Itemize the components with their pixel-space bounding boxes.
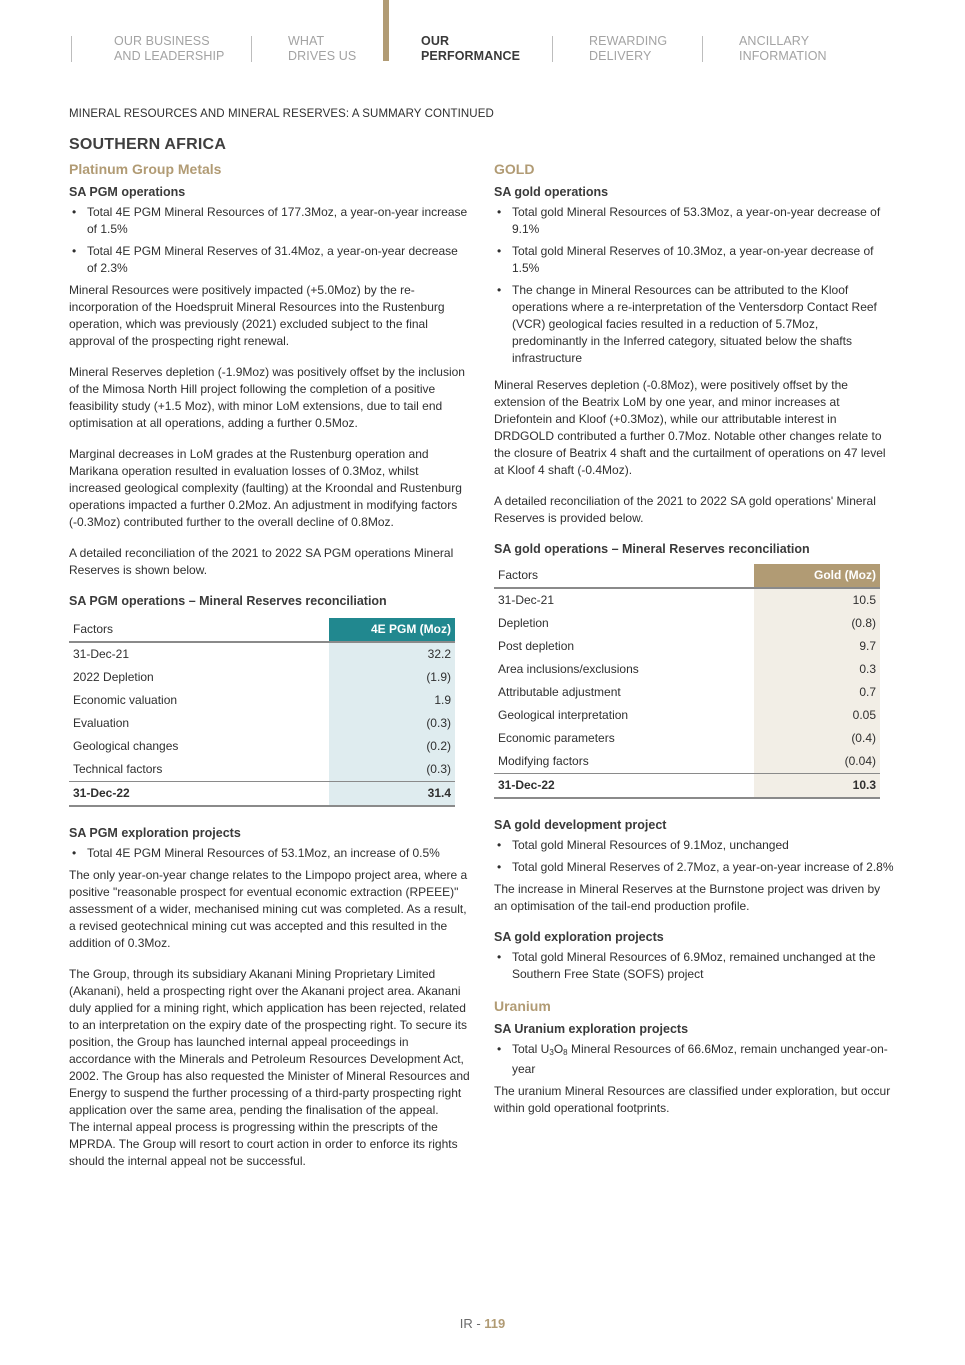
uranium-heading: Uranium (494, 998, 551, 1014)
table-cell: Geological changes (73, 739, 179, 753)
nav-label-line1: REWARDING (589, 34, 668, 48)
table-cell: 32.2 (329, 642, 455, 666)
table-row (494, 612, 880, 635)
paragraph: Mineral Reserves depletion (-1.9Moz) was positively offset by the inclusion of the Mimosa North Hill project following the completion of a positive feasibility study (+1.5 Moz), with minor LoM extensions, due to tail end optimisation at all operations, adding a further 0.5Moz. (69, 365, 465, 430)
page-footer (0, 1316, 965, 1331)
table-row (69, 642, 455, 666)
top-navigation (0, 0, 965, 75)
paragraph: Mineral Reserves depletion (-0.8Moz), were positively offset by the extension of the Beatrix LoM by one year, and minor increases at Driefontein and Kloof (+0.3Moz), while our attributable interest in DRDGOLD contributed a further 0.7Moz. Notable other changes relate to the closure of Beatrix 4 shaft and the curtailment of operations on 47 level at Kloof 4 shaft (-0.4Moz). (494, 378, 886, 477)
running-head: MINERAL RESOURCES AND MINERAL RESERVES: A SUMMARY CONTINUED (69, 108, 494, 120)
table-row (494, 727, 880, 750)
table-row (494, 681, 880, 704)
paragraph: Marginal decreases in LoM grades at the Rustenburg operation and Marikana operation resulted in evaluation losses of 0.3Moz, whilst increased geological complexity (faulting) at the Kroondal and Rustenburg operations impacted a further 0.2Moz. An adjustment in modifying factors (-0.3Moz) contributed further to the overall decline of 0.8Moz. (69, 447, 462, 529)
pgm-reconciliation-table (69, 618, 455, 807)
table-cell: 0.3 (754, 658, 880, 681)
table-cell: 2022 Depletion (73, 670, 154, 684)
gold-exploration-bullets (494, 949, 896, 983)
column-header: Gold (Moz) (754, 564, 880, 588)
uranium-exploration-heading: SA Uranium exploration projects (494, 1022, 689, 1036)
table-header-row (494, 564, 880, 588)
paragraph: The only year-on-year change relates to the Limpopo project area, where a positive "reasonable prospect for eventual economic extraction (RPEEE)" assessment of a wider, mechanised mining cut was completed. As a result, a revised geotechnical mining cut was accepted and this resulted in the addition of 0.3Moz. (69, 868, 468, 950)
table-cell: Area inclusions/exclusions (498, 662, 639, 676)
table-cell: Geological interpretation (498, 708, 629, 722)
list-item: • Total gold Mineral Reserves of 10.3Moz, a year-on-year decrease of 1.5% (494, 243, 896, 277)
nav-item-what-drives-us[interactable] (288, 34, 356, 64)
table-cell: Depletion (498, 616, 549, 630)
list-item: • Total gold Mineral Reserves of 2.7Moz, a year-on-year increase of 2.8% (494, 859, 896, 876)
nav-label-line1: OUR (421, 34, 450, 48)
gold-exploration-heading: SA gold exploration projects (494, 930, 664, 944)
table-cell: (0.04) (754, 750, 880, 774)
nav-divider (251, 36, 252, 62)
nav-label-line1: OUR BUSINESS (114, 34, 210, 48)
page-number: 119 (484, 1316, 506, 1331)
list-item: • Total gold Mineral Resources of 6.9Moz, remained unchanged at the Southern Free State (SOFS) project (494, 949, 896, 983)
table-row (69, 666, 455, 689)
list-item: • Total 4E PGM Mineral Resources of 53.1Moz, an increase of 0.5% (69, 845, 471, 862)
table-cell: 9.7 (754, 635, 880, 658)
table-row (69, 758, 455, 782)
subscript: 8 (563, 1048, 568, 1057)
table-cell: 0.7 (754, 681, 880, 704)
nav-item-ancillary-information[interactable] (739, 34, 827, 64)
pgm-table-title: SA PGM operations – Mineral Reserves reconciliation (69, 594, 387, 608)
section-title: SOUTHERN AFRICA (69, 136, 227, 153)
table-cell: 31-Dec-22 (498, 778, 555, 792)
list-item: • Total gold Mineral Resources of 53.3Moz, a year-on-year decrease of 9.1% (494, 204, 896, 238)
table-total-row (69, 782, 455, 807)
table-cell: (0.3) (329, 712, 455, 735)
list-item: • Total 4E PGM Mineral Resources of 177.3Moz, a year-on-year increase of 1.5% (69, 204, 471, 238)
table-row (494, 635, 880, 658)
nav-label-line2: DRIVES US (288, 49, 357, 63)
nav-divider (552, 36, 553, 62)
table-cell: (0.4) (754, 727, 880, 750)
gold-table-title: SA gold operations – Mineral Reserves reconciliation (494, 542, 810, 556)
table-header-row (69, 618, 455, 642)
nav-divider (71, 36, 72, 62)
nav-divider (702, 36, 703, 62)
uranium-text-post: Mineral Resources of 66.6Moz, remain unchanged year-on-year (512, 1042, 888, 1076)
left-column (69, 160, 471, 1184)
paragraph: The Group, through its subsidiary Akanani Mining Proprietary Limited (Akanani), held a prospecting right over the Akanani project area. Akanani duly applied for a mining right, which application has been rejected, related to an interpretation on the expiry date of the prospecting right. To secure its position, the Group has launched internal appeal proceedings in accordance with the Minerals and Petroleum Resources Development Act, 2002. The Group has also requested the Minister of Mineral Resources and Energy to suspend the further processing of a third-party prospecting right application over the same area, pending the finalisation of the appeal. (69, 967, 470, 1117)
table-cell: 31-Dec-22 (73, 786, 130, 800)
gold-heading: GOLD (494, 161, 535, 177)
pgm-exploration-heading: SA PGM exploration projects (69, 826, 241, 840)
table-row (69, 735, 455, 758)
table-cell: 31.4 (329, 782, 455, 807)
nav-item-rewarding-delivery[interactable] (589, 34, 667, 64)
pgm-heading: Platinum Group Metals (69, 161, 222, 177)
column-header: Factors (73, 622, 114, 636)
table-cell: (0.2) (329, 735, 455, 758)
paragraph: A detailed reconciliation of the 2021 to 2022 SA gold operations' Mineral Reserves is provided below. (494, 494, 876, 525)
table-row (494, 704, 880, 727)
table-cell: 1.9 (329, 689, 455, 712)
nav-label-line1: WHAT (288, 34, 325, 48)
uranium-bullets (494, 1041, 896, 1078)
gold-development-heading: SA gold development project (494, 818, 667, 832)
pgm-exploration-bullets (69, 845, 471, 862)
gold-reconciliation-table (494, 564, 880, 799)
table-cell: Evaluation (73, 716, 130, 730)
uranium-text-mid: O (553, 1042, 564, 1056)
nav-label-line2: DELIVERY (589, 49, 652, 63)
table-row (69, 712, 455, 735)
paragraph: The increase in Mineral Reserves at the Burnstone project was driven by an optimisation of the tail-end production profile. (494, 882, 881, 913)
table-cell: Post depletion (498, 639, 575, 653)
pgm-operations-heading: SA PGM operations (69, 185, 186, 199)
table-cell: (0.3) (329, 758, 455, 782)
table-row (494, 658, 880, 681)
table-cell: 10.3 (754, 774, 880, 799)
column-header: Factors (498, 568, 539, 582)
table-cell: Technical factors (73, 762, 163, 776)
nav-active-indicator (383, 0, 389, 61)
nav-item-our-business[interactable] (114, 34, 224, 64)
list-item: • Total gold Mineral Resources of 9.1Moz, unchanged (494, 837, 896, 854)
table-cell: 0.05 (754, 704, 880, 727)
paragraph: The internal appeal process is progressing within the prescripts of the MPRDA. The Group will resort to court action in order to enforce its rights should the internal appeal not be successful. (69, 1120, 458, 1168)
nav-label-line2: PERFORMANCE (421, 49, 521, 63)
table-cell: Modifying factors (498, 754, 589, 768)
nav-label-line1: ANCILLARY (739, 34, 810, 48)
table-cell: 10.5 (754, 588, 880, 612)
table-cell: (0.8) (754, 612, 880, 635)
column-header: 4E PGM (Moz) (329, 618, 455, 642)
table-cell: Economic valuation (73, 693, 178, 707)
table-cell: (1.9) (329, 666, 455, 689)
gold-operations-heading: SA gold operations (494, 185, 609, 199)
table-row (494, 588, 880, 612)
table-row (69, 689, 455, 712)
subscript: 3 (549, 1048, 554, 1057)
right-column (494, 160, 896, 1131)
table-cell: Attributable adjustment (498, 685, 621, 699)
table-cell: 31-Dec-21 (73, 647, 130, 661)
paragraph: The uranium Mineral Resources are classified under exploration, but occur within gold operational footprints. (494, 1084, 891, 1115)
list-item: • The change in Mineral Resources can be attributed to the Kloof operations where a re-interpretation of the Ventersdorp Contact Reef (VCR) geological facies resulted in a reduction of 5.7Moz, predominantly in the Inferred category, situated below the shafts infrastructure (494, 282, 896, 367)
footer-prefix: IR - (459, 1316, 485, 1331)
list-item: • Total 4E PGM Mineral Reserves of 31.4Moz, a year-on-year decrease of 2.3% (69, 243, 471, 277)
list-item (494, 1041, 896, 1078)
table-cell: Economic parameters (498, 731, 615, 745)
paragraph: A detailed reconciliation of the 2021 to 2022 SA PGM operations Mineral Reserves is shown below. (69, 546, 454, 577)
uranium-text-pre: Total U (512, 1042, 550, 1056)
nav-item-our-performance[interactable] (421, 34, 520, 64)
paragraph: Mineral Resources were positively impacted (+5.0Moz) by the re-incorporation of the Hoedspruit Mineral Resources into the Rustenburg operation, which was previously (2021) excluded subject to the final approval of the prospecting right renewal. (69, 283, 445, 348)
pgm-operations-bullets (69, 204, 471, 277)
table-row (494, 750, 880, 774)
gold-operations-bullets (494, 204, 896, 367)
gold-development-bullets (494, 837, 896, 876)
nav-label-line2: INFORMATION (739, 49, 827, 63)
table-cell: 31-Dec-21 (498, 593, 555, 607)
table-total-row (494, 774, 880, 799)
nav-label-line2: AND LEADERSHIP (114, 49, 225, 63)
